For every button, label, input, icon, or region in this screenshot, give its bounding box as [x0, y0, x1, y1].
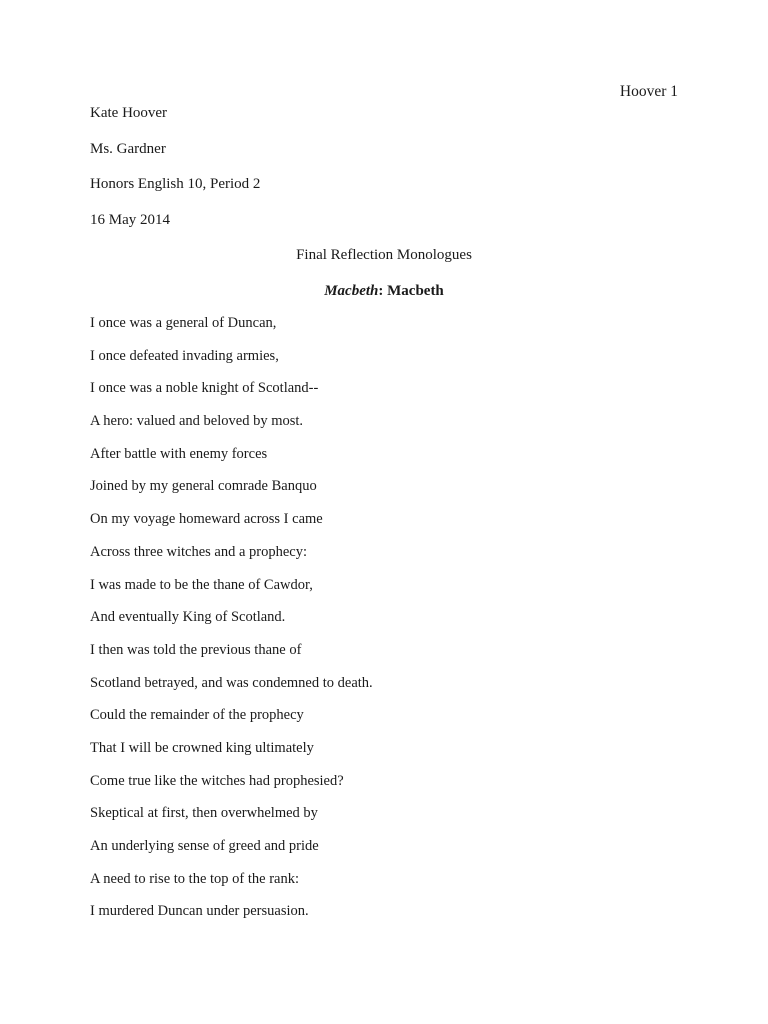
poem-line: After battle with enemy forces [90, 445, 268, 462]
poem-line: A need to rise to the top of the rank: [90, 870, 299, 887]
poem-line: Scotland betrayed, and was condemned to death. [90, 674, 373, 691]
subtitle-separator: : [378, 283, 388, 299]
poem-line: An underlying sense of greed and pride [90, 838, 319, 854]
poem-line: I once was a noble knight of Scotland-- [90, 380, 319, 397]
poem-line: And eventually King of Scotland. [90, 609, 286, 626]
student-name: Kate Hoover [90, 105, 168, 121]
poem-line: A hero: valued and beloved by most. [90, 413, 304, 430]
character-name: Macbeth [387, 283, 444, 299]
mla-heading [90, 103, 678, 245]
poem-line: Across three witches and a prophecy: [90, 543, 308, 560]
poem-line: Could the remainder of the prophecy [90, 707, 304, 724]
poem-line: I once defeated invading armies, [90, 347, 279, 364]
poem-line: I was made to be the thane of Cawdor, [90, 576, 313, 593]
play-title: Macbeth [324, 283, 379, 299]
document-title: Final Reflection Monologues [296, 247, 472, 263]
section-subtitle [90, 281, 678, 301]
poem-line: I murdered Duncan under persuasion. [90, 903, 309, 920]
running-head: Hoover 1 [619, 83, 678, 100]
poem-line: That I will be crowned king ultimately [90, 739, 314, 756]
poem-line: Come true like the witches had prophesied? [90, 772, 344, 789]
course-name: Honors English 10, Period 2 [90, 176, 261, 192]
teacher-name: Ms. Gardner [90, 140, 166, 157]
monologue-poem [90, 313, 678, 934]
poem-line: Skeptical at first, then overwhelmed by [90, 805, 318, 822]
date: 16 May 2014 [90, 211, 170, 228]
poem-line: I then was told the previous thane of [90, 641, 302, 658]
poem-line: On my voyage homeward across I came [90, 511, 323, 528]
poem-line: Joined by my general comrade Banquo [90, 478, 317, 495]
poem-line: I once was a general of Duncan, [90, 315, 277, 331]
